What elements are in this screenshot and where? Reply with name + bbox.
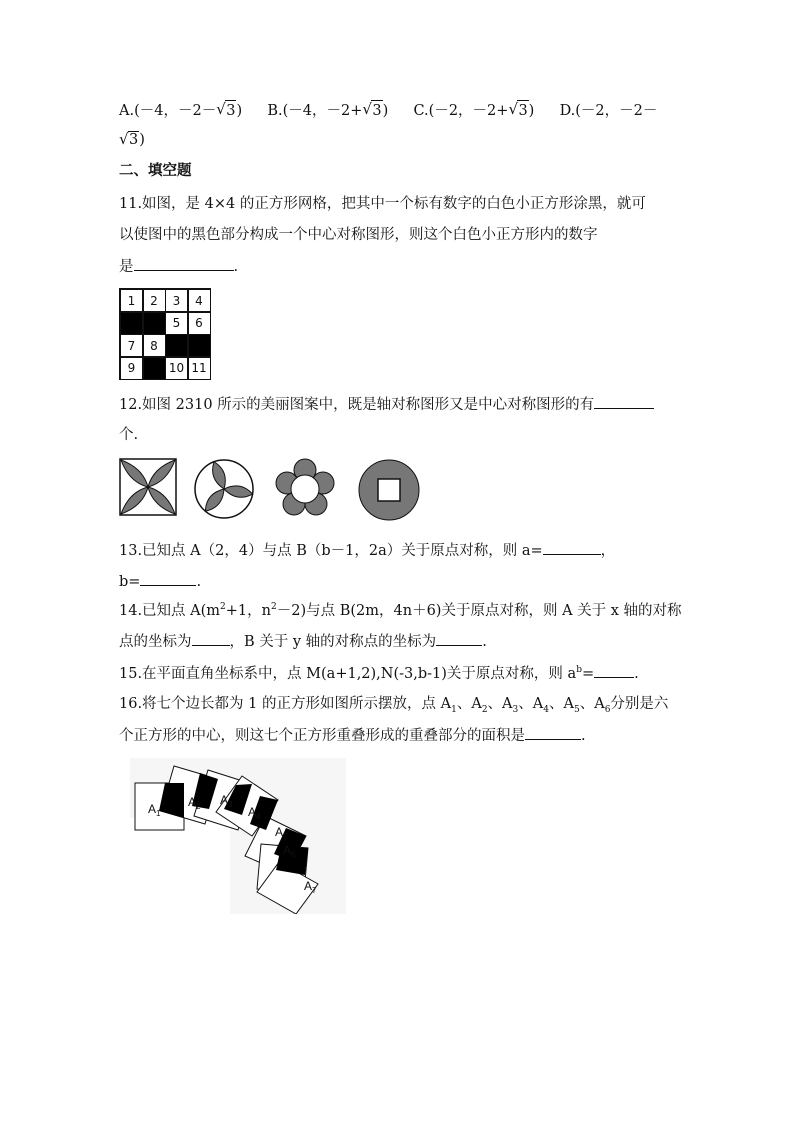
option-b: B.(－4，－2+ √ 3) [267, 100, 389, 119]
option-d: D.(－2，－2－ [559, 103, 658, 119]
q11-line1: 11.如图，是 4×4 的正方形网格，把其中一个标有数字的白色小正方形涂黑，就可 [119, 196, 646, 212]
square-label: $A_2$ [188, 795, 201, 811]
square-label: $A_3$ [220, 793, 233, 809]
pattern-three-petals [193, 458, 255, 520]
grid-cell[interactable]: 6 [188, 312, 211, 335]
grid-cell[interactable]: 10 [165, 357, 188, 380]
square-label: $A_7$ [304, 879, 317, 895]
option-d-continued: √ 3) [119, 130, 145, 148]
grid-cell[interactable]: 5 [165, 312, 188, 335]
option-c: C.(－2，－2+ √ 3) [413, 100, 535, 119]
grid-cell[interactable]: 3 [165, 289, 188, 312]
answer-blank[interactable] [192, 631, 230, 646]
grid-cell [143, 357, 166, 380]
grid-cell[interactable]: 4 [188, 289, 211, 312]
answer-blank[interactable] [543, 540, 601, 555]
section-title: 二、填空题 [119, 162, 192, 179]
option-a: A.(－4，－2－ √ 3) [119, 100, 243, 119]
grid-cell[interactable]: 8 [143, 334, 166, 357]
answer-blank[interactable] [140, 571, 196, 586]
grid-cell [143, 312, 166, 335]
pattern-coin [357, 458, 421, 522]
q13-line1: 13.已知点 A（2，4）与点 B（b－1，2a）关于原点对称，则 a= ， [119, 540, 615, 561]
answer-blank[interactable] [134, 256, 234, 271]
grid-cell [120, 312, 143, 335]
grid-cell[interactable]: 11 [188, 357, 211, 380]
grid-cell [165, 334, 188, 357]
answer-blank[interactable] [436, 631, 482, 646]
number-grid [119, 288, 211, 380]
grid-cell[interactable]: 2 [143, 289, 166, 312]
q15-line: 15.在平面直角坐标系中，点 M(a+1,2),N(-3,b-1)关于原点对称，则 $a^b=$ . [119, 663, 639, 684]
answer-blank[interactable] [525, 725, 581, 740]
grid-cell[interactable]: 9 [120, 357, 143, 380]
square-label: $A_4$ [248, 805, 261, 821]
q10-options [119, 100, 657, 121]
square-label: $A_5$ [275, 825, 288, 841]
pattern-square-petals [119, 458, 177, 516]
square-label: $A_6$ [283, 843, 296, 859]
answer-blank[interactable] [594, 394, 654, 409]
q14-line2: 点的坐标为 ，B 关于 y 轴的对称点的坐标为 . [119, 631, 487, 652]
grid-cell[interactable]: 1 [120, 289, 143, 312]
q11-line3: 是 . [119, 256, 238, 277]
pattern-flower [274, 458, 336, 520]
q12-line2: 个. [119, 427, 139, 443]
answer-blank[interactable] [594, 663, 634, 678]
q16-line2: 个正方形的中心，则这七个正方形重叠形成的重叠部分的面积是 . [119, 725, 586, 746]
q14-line1: 14.已知点 $A(m^2+1$，$n^2-2$)与点 B(2m，4n＋6)关于原点对称，则 A 关于 x 轴的对称 [119, 602, 682, 619]
overlapping-squares-figure [130, 758, 346, 914]
square-label: $A_1$ [148, 802, 161, 818]
grid-cell [188, 334, 211, 357]
q12-line1: 12.如图 2310 所示的美丽图案中，既是轴对称图形又是中心对称图形的有 [119, 394, 654, 415]
q13-line2: b= . [119, 571, 201, 592]
q11-line2: 以使图中的黑色部分构成一个中心对称图形，则这个白色小正方形内的数字 [119, 227, 598, 243]
q16-line1: 16.将七个边长都为 1 的正方形如图所示摆放，点 $A_1$、$A_2$、$A_3$、$A_4$、$A_5$、$A_6$分别是六 [119, 696, 669, 715]
grid-cell[interactable]: 7 [120, 334, 143, 357]
